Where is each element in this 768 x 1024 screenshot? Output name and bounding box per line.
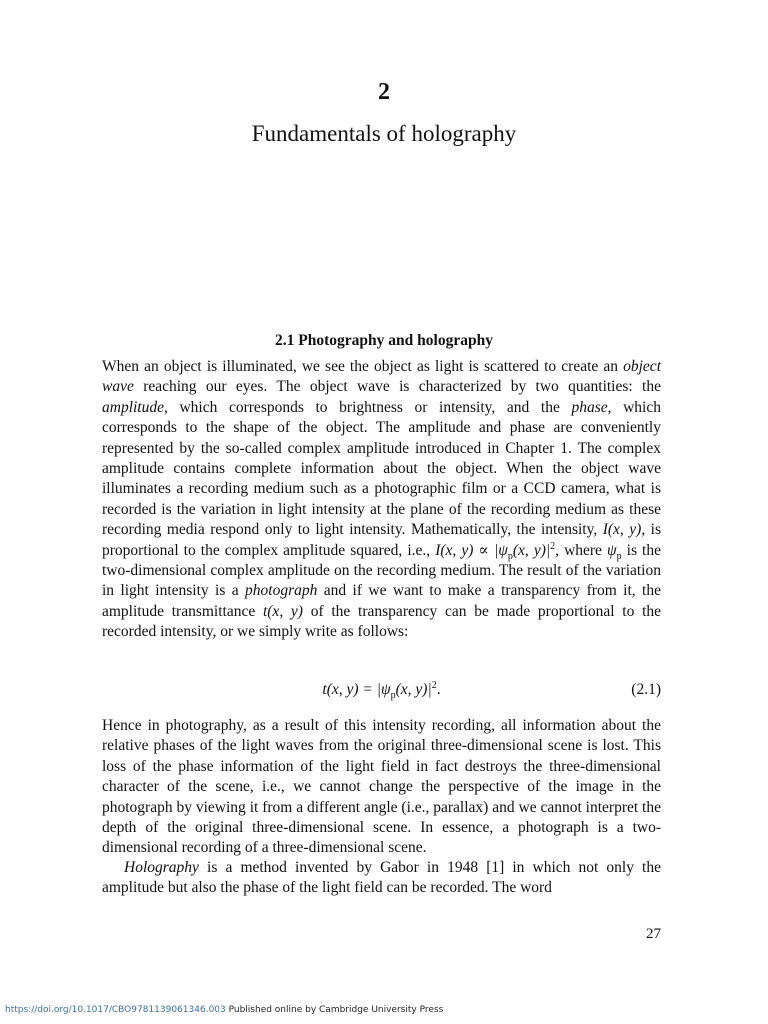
math-intensity: I(x, y) (602, 521, 642, 539)
math-transmittance: t(x, y) (262, 602, 303, 620)
emphasis-amplitude: amplitude (102, 398, 164, 416)
chapter-number: 2 (378, 79, 390, 105)
publisher-note: Published online by Cambridge University Press (225, 1005, 444, 1015)
text-run: , which corresponds to brightness or intensity, and the (164, 398, 572, 416)
equation-body (102, 679, 661, 701)
section-heading: 2.1 Photography and holography (275, 332, 493, 349)
paragraph-holography-intro (102, 858, 661, 899)
equation-number: (2.1) (631, 681, 661, 698)
text-run: When an object is illuminated, we see the object as light is scattered to create an (102, 358, 624, 375)
text-run: , which corresponds to the shape of the object. The amplitude and phase are conveniently represented by the so-called complex amplitude introduced in Chapter 1. The complex amplitude contains complete information about the object. When the object wave illuminates a recording medium such as a photographic film or a CCD camera, what is recorded is the variation in light intensity at the plane of the recording medium as these recording media respond only to light intensity. Mathematically, the intensity, (102, 398, 661, 539)
math-subscript: p (507, 550, 513, 562)
paragraph-photography-intro (102, 357, 661, 643)
equation-rhs: (x, y)| (395, 681, 432, 698)
emphasis-phase: phase (571, 398, 608, 416)
equation-tail: . (436, 681, 441, 698)
equation-superscript: 2 (431, 679, 437, 691)
text-run: , is proportional to the complex amplitude squared, i.e., (102, 521, 662, 559)
equation-lhs: t(x, y) = |ψ (322, 681, 391, 698)
math-subscript: p (616, 550, 622, 562)
math-proportionality: I(x, y) ∝ |ψ (435, 541, 508, 559)
equation-2-1 (102, 679, 661, 701)
equation-subscript: p (390, 690, 396, 702)
text-run: is a method invented by Gabor in 1948 [1] in which not only the amplitude but also the phase of the light field can be recorded. The word (102, 859, 661, 897)
text-run: is the two-dimensional complex amplitude on the recording medium. The result of the variation in light intensity is a (102, 541, 661, 600)
emphasis-holography: Holography (124, 859, 199, 876)
math-psi: ψ (606, 541, 617, 559)
text-run: of the transparency can be made proportional to the recorded intensity, or we simply write as follows: (102, 602, 661, 641)
emphasis-object-wave: object wave (102, 358, 661, 396)
chapter-title: Fundamentals of holography (251, 121, 517, 146)
text-run: and if we want to make a transparency from it, the amplitude transmittance (102, 582, 661, 620)
math-superscript: 2 (550, 540, 556, 552)
page-footer (5, 1004, 443, 1016)
paragraph-phase-loss: Hence in photography, as a result of this intensity recording, all information about the relative phases of the light waves from the original three-dimensional scene is lost. This loss of the phase information of the light field in fact destroys the three-dimensional character of the scene, i.e., we cannot change the perspective of the image in the photograph by viewing it from a different angle (i.e., parallax) and we cannot interpret the depth of the original three-dimensional scene. In essence, a photograph is a two-dimensional recording of a three-dimensional scene. (102, 717, 661, 857)
page-number: 27 (646, 926, 661, 942)
emphasis-photograph: photograph (245, 582, 318, 600)
text-run: , where (555, 541, 607, 559)
doi-link[interactable]: https://doi.org/10.1017/CBO9781139061346.003 (5, 1005, 226, 1015)
math-proportionality-b: (x, y)| (512, 541, 551, 559)
text-run: reaching our eyes. The object wave is characterized by two quantities: the (133, 378, 661, 396)
